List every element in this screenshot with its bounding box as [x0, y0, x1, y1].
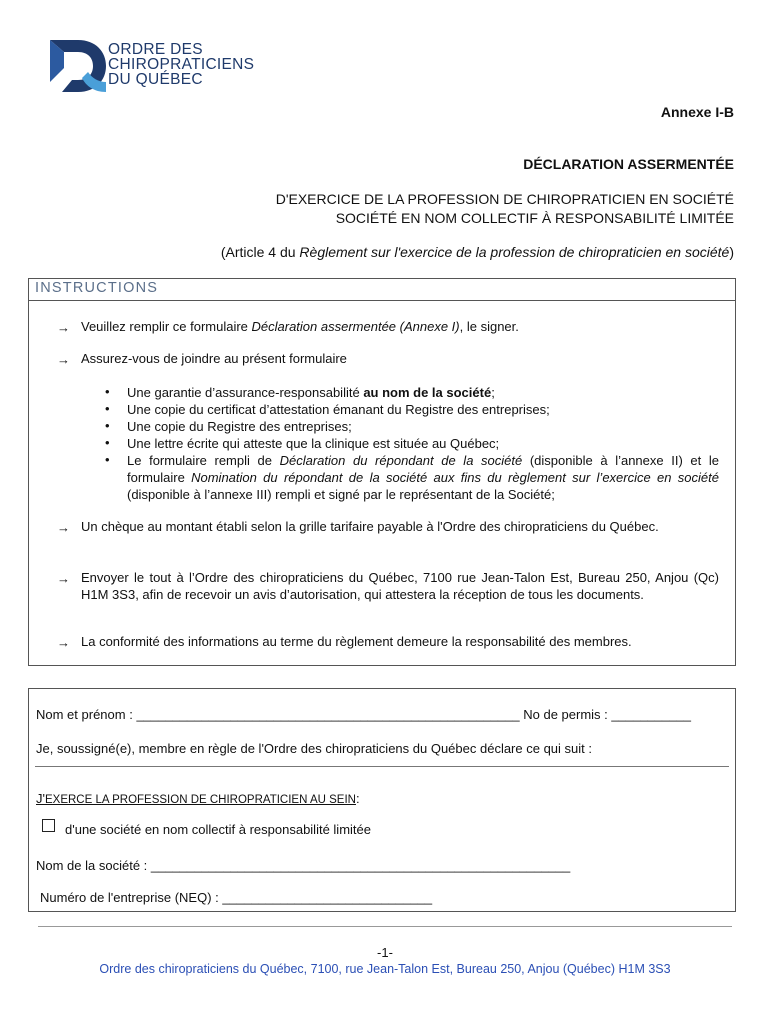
- exercice-line-2: SOCIÉTÉ EN NOM COLLECTIF À RESPONSABILITÉ LIMITÉE: [335, 210, 734, 226]
- bullet-item-3: Une copie du Registre des entreprises;: [127, 419, 352, 434]
- societe-field[interactable]: __________________________________________________________: [150, 858, 571, 873]
- neq-line: [40, 890, 432, 905]
- bullet-item-5: Le formulaire rempli de Déclaration du répondant de la société (disponible à l’annexe II) et le formulaire Nomination du répondant de la société aux fins du règlement sur l’exercice en société (disponible à l’annexe III) rempli et signé par le représentant de la Société;: [127, 453, 719, 502]
- bullet-item-4: Une lettre écrite qui atteste que la clinique est située au Québec;: [127, 436, 500, 451]
- declaration-title: DÉCLARATION ASSERMENTÉE: [523, 156, 734, 172]
- bullet-icon: •: [105, 435, 110, 450]
- nom-field[interactable]: _____________________________________________________: [136, 707, 520, 722]
- exercice-line-1: D'EXERCICE DE LA PROFESSION DE CHIROPRATICIEN EN SOCIÉTÉ: [275, 191, 734, 207]
- societe-label: Nom de la société :: [36, 858, 151, 873]
- instruction-item-2: Assurez-vous de joindre au présent formulaire: [81, 351, 347, 366]
- logo-line-1: ORDRE DES: [108, 41, 203, 58]
- bullet-icon: •: [105, 452, 110, 467]
- checkbox-label: d'une société en nom collectif à responsabilité limitée: [65, 822, 371, 837]
- exerce-heading: J'EXERCE LA PROFESSION DE CHIROPRATICIEN AU SEIN:: [36, 791, 360, 806]
- nom-permis-line: [36, 707, 691, 722]
- bullet-icon: •: [105, 418, 110, 433]
- arrow-icon: →: [57, 635, 70, 650]
- instruction-item-4: Envoyer le tout à l’Ordre des chiropraticiens du Québec, 7100 rue Jean-Talon Est, Bureau 250, Anjou (Qc) H1M 3S3, afin de recevoir un avis d’autorisation, qui attestera la réception de tous les documents.: [81, 570, 719, 602]
- instructions-box: [28, 278, 736, 666]
- permis-field[interactable]: ___________: [611, 707, 691, 722]
- logo-line-3: DU QUÉBEC: [108, 71, 203, 88]
- instruction-item-1: Veuillez remplir ce formulaire Déclaration assermentée (Annexe I), le signer.: [81, 319, 519, 334]
- instructions-divider: [29, 300, 735, 301]
- societe-line: [36, 858, 570, 873]
- nom-label: Nom et prénom :: [36, 707, 137, 722]
- declaration-form-box: [28, 688, 736, 912]
- form-divider: [35, 766, 729, 767]
- annexe-label: Annexe I-B: [660, 104, 734, 120]
- neq-label: Numéro de l'entreprise (NEQ) :: [40, 890, 223, 905]
- snc-responsabilite-checkbox[interactable]: [42, 819, 55, 832]
- arrow-icon: →: [57, 320, 70, 335]
- article-reference: (Article 4 du Règlement sur l'exercice de la profession de chiropraticien en société): [220, 244, 734, 260]
- arrow-icon: →: [57, 352, 70, 367]
- bullet-item-1: Une garantie d’assurance-responsabilité au nom de la société;: [127, 385, 495, 400]
- arrow-icon: →: [57, 520, 70, 535]
- footer-divider: [38, 926, 732, 927]
- bullet-item-2: Une copie du certificat d’attestation émanant du Registre des entreprises;: [127, 402, 550, 417]
- logo-line-2: CHIROPRATICIENS: [108, 56, 255, 73]
- instruction-item-5: La conformité des informations au terme du règlement demeure la responsabilité des membres.: [81, 634, 632, 649]
- footer-address: Ordre des chiropraticiens du Québec, 7100, rue Jean-Talon Est, Bureau 250, Anjou (Québec) H1M 3S3: [99, 962, 671, 976]
- instructions-title: INSTRUCTIONS: [35, 280, 159, 296]
- instruction-item-3: Un chèque au montant établi selon la grille tarifaire payable à l'Ordre des chiropraticiens du Québec.: [81, 519, 659, 534]
- bullet-icon: •: [105, 384, 110, 399]
- neq-field[interactable]: _____________________________: [222, 890, 433, 905]
- arrow-icon: →: [57, 571, 70, 586]
- logo-text: [108, 42, 254, 87]
- permis-label: No de permis :: [519, 707, 612, 722]
- soussigne-statement: Je, soussigné(e), membre en règle de l'Ordre des chiropraticiens du Québec déclare ce qui suit :: [36, 741, 592, 756]
- page-number: -1-: [377, 945, 393, 960]
- bullet-icon: •: [105, 401, 110, 416]
